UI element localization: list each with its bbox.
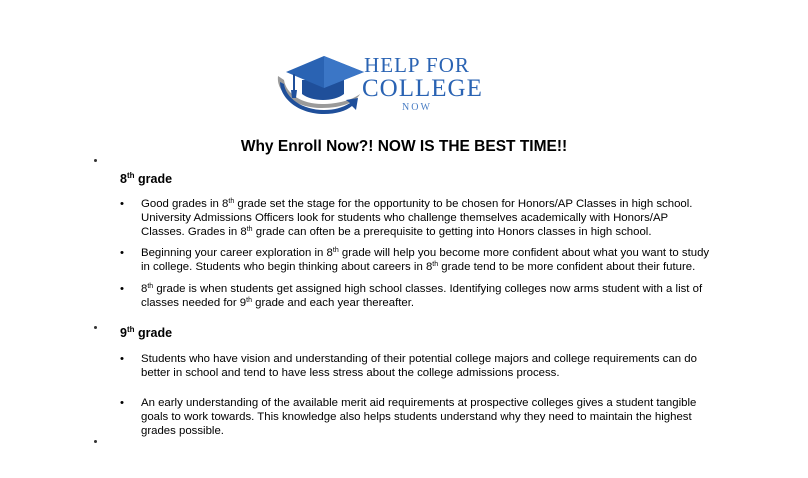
heading-label: grade [134, 172, 173, 187]
bullet-dot: • [120, 397, 124, 409]
page-title: Why Enroll Now?! NOW IS THE BEST TIME!! [240, 138, 568, 155]
heading-ordinal: th [126, 171, 135, 180]
help-for-college-now-logo [272, 44, 483, 120]
heading-number: 9 [120, 326, 127, 341]
bullet-dot: • [120, 247, 124, 259]
stray-mark [94, 159, 97, 162]
stray-mark [94, 326, 97, 329]
list-item-text: 8th grade is when students get assigned high school classes. Identifying colleges now arms student with a list of classes needed for 9th grade and each year thereafter. [141, 283, 703, 309]
heading-label: grade [134, 326, 173, 341]
list-item [120, 282, 710, 310]
list-item-text: Beginning your career exploration in 8th grade will help you become more confident about what you want to study in college. Students who begin thinking about careers in 8th grade tend to be more confident about their future. [141, 247, 710, 273]
section-heading-8th-grade [120, 171, 172, 186]
section-heading-9th-grade [120, 325, 172, 340]
list-item [120, 396, 710, 438]
logo-line-now: NOW [402, 102, 432, 113]
list-item [120, 246, 710, 274]
heading-ordinal: th [126, 325, 135, 334]
list-item-text: Good grades in 8th grade set the stage for the opportunity to be chosen for Honors/AP Classes in high school. University Admissions Officers look for students who challenge themselves academically with Honors/AP Classes. Grades in 8th grade can often be a prerequisite to getting into Honors classes in high school. [141, 198, 693, 238]
bullet-dot: • [120, 353, 124, 365]
list-item-text: Students who have vision and understanding of their potential college majors and college requirements can do better in school and tend to have less stress about the college admissions process. [141, 353, 697, 379]
logo-line-college: COLLEGE [362, 75, 483, 102]
list-item-text: An early understanding of the available merit aid requirements at prospective colleges gives a student tangible goals to work towards. This knowledge also helps students understand why they need to maintain the highest grades possible. [141, 397, 697, 437]
list-item [120, 352, 710, 380]
bullet-dot: • [120, 283, 124, 295]
logo-text [362, 53, 483, 114]
logo-line-help-for: HELP FOR [364, 53, 470, 77]
stray-mark [94, 440, 97, 443]
heading-number: 8 [120, 172, 127, 187]
bullet-dot: • [120, 198, 124, 210]
list-item [120, 197, 710, 239]
graduation-cap-icon [272, 44, 372, 120]
